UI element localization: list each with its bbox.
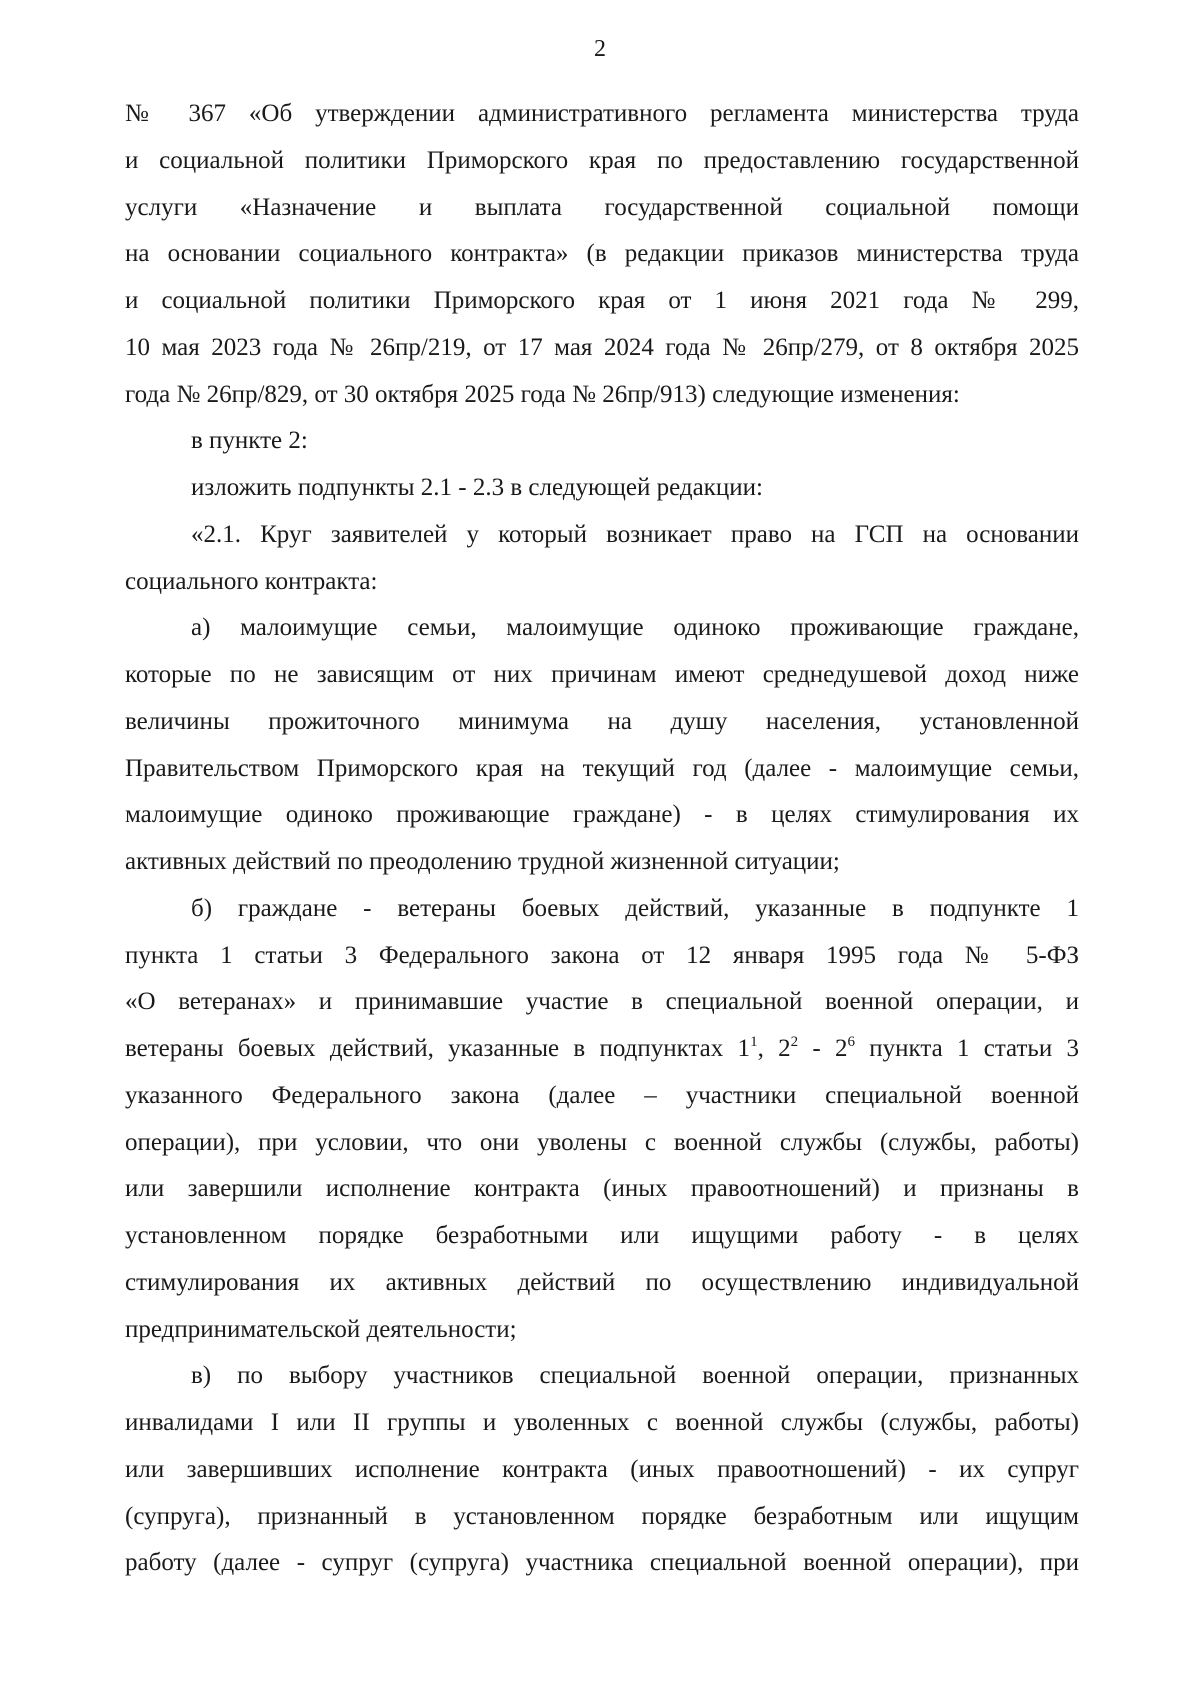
superscript: 6 [847, 1034, 855, 1050]
text-line: малоимущие одиноко проживающие граждане) - в целях стимулирования их [125, 801, 1079, 829]
text-line: социального контракта: [125, 567, 378, 595]
text-line: в пункте 2: [191, 427, 308, 455]
text-line: стимулирования их активных действий по осуществлению индивидуальной [125, 1268, 1079, 1296]
text-line: изложить подпункты 2.1 - 2.3 в следующей редакции: [191, 474, 763, 501]
text-line: № 367 «Об утверждении административного регламента министерства труда [125, 100, 1079, 127]
text-line: б) граждане - ветераны боевых действий, указанные в подпункте 1 [191, 894, 1079, 922]
text-line: и социальной политики Приморского края по предоставлению государственной [125, 146, 1079, 174]
text-fragment: - 2 [798, 1035, 848, 1062]
text-line: работу (далее - супруг (супруга) участника специальной военной операции), при [125, 1549, 1079, 1577]
text-line: предпринимательской деятельности; [125, 1315, 517, 1343]
text-line: Правительством Приморского края на текущий год (далее - малоимущие семьи, [125, 754, 1079, 782]
text-line: а) малоимущие семьи, малоимущие одиноко проживающие граждане, [191, 614, 1079, 642]
text-line: активных действий по преодолению трудной жизненной ситуации; [125, 848, 840, 875]
text-line: указанного Федерального закона (далее – участники специальной военной [125, 1081, 1079, 1109]
page-number: 2 [594, 36, 606, 62]
superscript: 1 [750, 1034, 758, 1050]
text-line: в) по выбору участников специальной военной операции, признанных [191, 1362, 1079, 1390]
text-line: операции), при условии, что они уволены с военной службы (службы, работы) [125, 1128, 1079, 1156]
text-line: или завершивших исполнение контракта (иных правоотношений) - их супруг [125, 1455, 1079, 1483]
superscript: 2 [790, 1034, 799, 1050]
text-fragment: , 2 [757, 1035, 791, 1062]
text-line: 10 мая 2023 года № 26пр/219, от 17 мая 2024 года № 26пр/279, от 8 октября 2025 [125, 333, 1079, 361]
text-line-with-superscripts [125, 1026, 1079, 1073]
text-line: установленном порядке безработными или ищущими работу - в целях [125, 1222, 1079, 1249]
text-line: инвалидами I или II группы и уволенных с военной службы (службы, работы) [125, 1409, 1079, 1436]
text-line: «О ветеранах» и принимавшие участие в специальной военной операции, и [125, 988, 1079, 1016]
text-line: на основании социального контракта» (в редакции приказов министерства труда [125, 240, 1079, 268]
text-line: которые по не зависящим от них причинам имеют среднедушевой доход ниже [125, 661, 1079, 688]
text-line: и социальной политики Приморского края от 1 июня 2021 года № 299, [125, 287, 1079, 314]
text-line: величины прожиточного минимума на душу населения, установленной [125, 707, 1079, 735]
text-line: «2.1. Круг заявителей у который возникает право на ГСП на основании [191, 520, 1079, 548]
text-line: года № 26пр/829, от 30 октября 2025 года № 26пр/913) следующие изменения: [125, 380, 960, 408]
text-line: или завершили исполнение контракта (иных правоотношений) и признаны в [125, 1175, 1079, 1203]
document-body [125, 91, 1079, 1587]
text-fragment: ветераны боевых действий, указанные в подпунктах 1 [125, 1035, 751, 1062]
text-line: пункта 1 статьи 3 Федерального закона от 12 января 1995 года № 5-ФЗ [125, 941, 1079, 969]
text-line: услуги «Назначение и выплата государственной социальной помощи [125, 193, 1079, 221]
text-line: (супруга), признанный в установленном порядке безработным или ищущим [125, 1502, 1079, 1530]
text-fragment: пункта 1 статьи 3 [854, 1035, 1079, 1062]
